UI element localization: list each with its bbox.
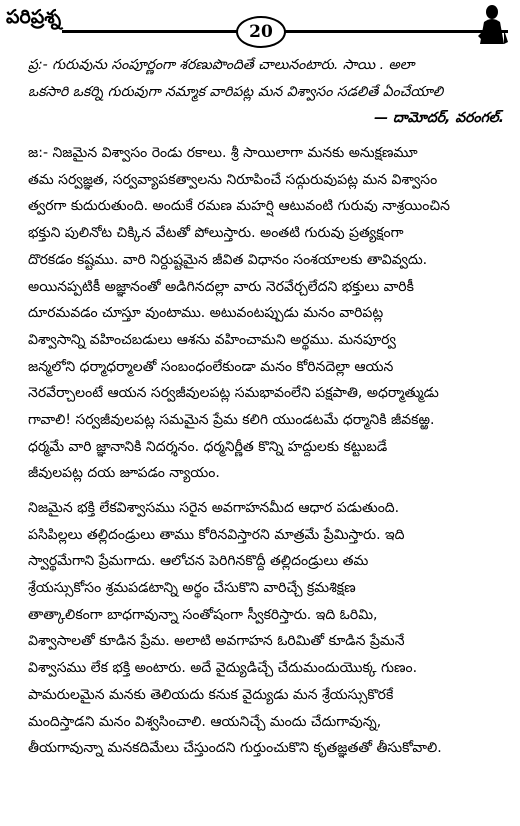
answer-line: మందిస్తాడని మనం విశ్వసించాలి. ఆయనిచ్చే మందు చేదుగావున్న, (28, 713, 382, 730)
answer-line: జ:- నిజమైన విశ్వాసం రెండు రకాలు. శ్రీ సాయిలాగా మనకు అనుక్షణమూ (28, 145, 418, 162)
question-block (28, 52, 504, 132)
paragraph-gap (28, 132, 504, 140)
sai-baba-figure-icon (474, 2, 510, 46)
answer-paragraph-2 (28, 495, 504, 762)
article-body (28, 52, 504, 762)
answer-line: తీయగావున్నా మనకదిమేలు చేస్తుందని గుర్తుంచుకొని కృతజ్ఞతతో తీసుకోవాలి. (28, 740, 442, 757)
answer-line: శ్రేయస్సుకోసం శ్రమపడటాన్ని అర్థం చేసుకొని వారిచ్చే క్రమశిక్షణ (28, 580, 356, 597)
answer-line: అయినప్పటికీ అజ్ఞానంతో అడిగినదల్లా వారు నెరవేర్చలేదని భక్తులు వారికీ (28, 278, 414, 295)
page-header (0, 0, 520, 46)
answer-line: దొరకడం కష్టము. వారి నిర్దుష్టమైన జీవిత విధానం సంశయాలకు తావివ్వదు. (28, 251, 428, 268)
answer-line: తాత్కాలికంగా బాధగావున్నా సంతోషంగా స్వీకరిస్తారు. ఇది ఓరిమి, (28, 606, 378, 623)
answer-paragraph-1 (28, 140, 504, 487)
answer-line: త్వరగా కుదురుతుంది. అందుకే రమణ మహర్షి ఆటువంటి గురువు నాశ్రయించిన (28, 198, 450, 215)
answer-line: విశ్వాసాన్ని వహించబడులు ఆశను వహించామని అర్థము. మనపూర్వ (28, 331, 396, 348)
answer-line: ధర్మమే వారి జ్ఞానానికి నిదర్శనం. ధర్మనిర్ణీత కొన్ని హద్దులకు కట్టుబడే (28, 438, 388, 455)
answer-line: తమ సర్వజ్ఞత, సర్వవ్యాపకత్వాలను నిరూపించే సద్గురువుపట్ల మన విశ్వాసం (28, 171, 438, 188)
question-line: ఒకసారి ఒకర్ని గురువుగా నమ్మాక వారిపట్ల మన విశ్వాసం సడలితే ఏంచేయాలి (28, 83, 444, 100)
answer-line: పసిపిల్లలు తల్లిదండ్రులు తాము కోరినవిస్తారని మాత్రమే ప్రేమిస్తారు. ఇది (28, 526, 405, 543)
answer-line: పామరులమైన మనకు తెలియదు కనుక వైద్యుడు మన శ్రేయస్సుకొరకే (28, 686, 394, 703)
answer-line: నిజమైన భక్తి లేకవిశ్వాసము సరైన అవగాహనమీద ఆధార పడుతుంది. (28, 500, 400, 516)
page-number: 20 (236, 16, 286, 48)
answer-line: దూరమవడం చూస్తూ వుంటాము. అటువంటప్పుడు మనం వారిపట్ల (28, 305, 384, 322)
answer-line: స్వార్థమేగాని ప్రేమగాదు. ఆలోచన పెరిగినకొద్దీ తల్లిదండ్రులు తమ (28, 553, 369, 570)
answer-line: నెరవేర్చాలంటే ఆయన సర్వజీవులపట్ల సమభావంలేని పక్షపాతి, అధర్మాత్ముడు (28, 385, 439, 402)
answer-line: విశ్వాసాలతో కూడిన ప్రేమ. అలాటి అవగాహన ఓరిమితో కూడిన ప్రేమనే (28, 633, 405, 650)
answer-line: భక్తుని పులినోట చిక్కిన వేటతో పోలుస్తారు. అంతటి గురువు ప్రత్యక్షంగా (28, 225, 404, 242)
answer-line: విశ్వాసము లేక భక్తి అంటారు. అదే వైద్యుడిచ్చే చేదుమందుయొక్క గుణం. (28, 660, 418, 677)
answer-line: గావాలి! సర్వజీవులపట్ల సమమైన ప్రేమ కలిగి యుండటమే ధర్మానికి జీవకఱ్ఱ. (28, 411, 435, 428)
paragraph-gap (28, 487, 504, 495)
question-signature: — దామోదర్, వరంగల్. (374, 110, 504, 127)
answer-line: జీవులపట్ల దయ జూపడం న్యాయం. (28, 465, 220, 482)
question-line: ప్ర:- గురువును సంపూర్ణంగా శరణుపొందితే చాలునంటారు. సాయి . అలా (28, 57, 415, 73)
magazine-title: పరిప్రశ్న (6, 6, 62, 28)
answer-line: జన్మలోని ధర్మాధర్మాలతో సంబంధంలేకుండా మనం కోరినదెల్లా ఆయన (28, 358, 394, 375)
